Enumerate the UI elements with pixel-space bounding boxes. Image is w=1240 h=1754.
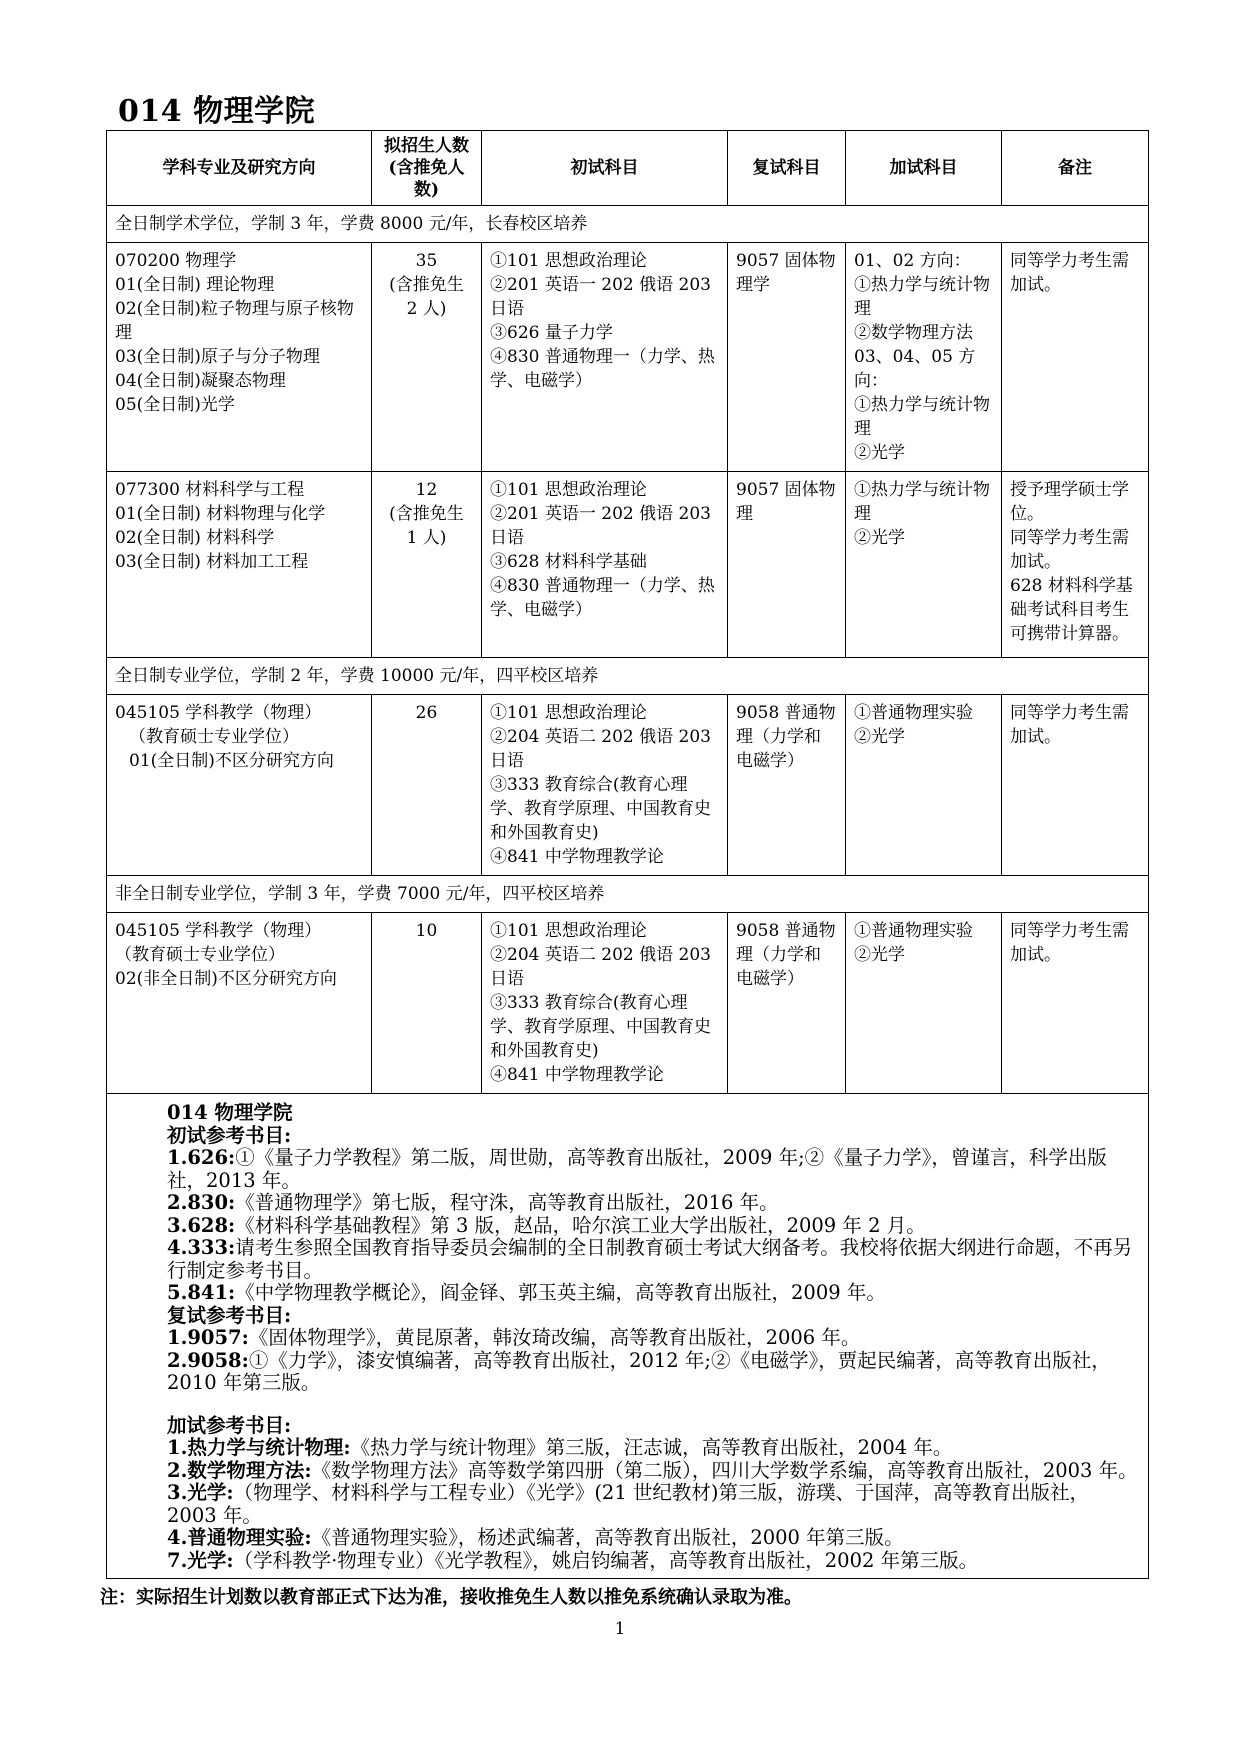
extra-cell <box>846 913 1002 1094</box>
exam-line: ①101 思想政治理论 <box>490 703 647 723</box>
major-line: 04(全日制)凝聚态物理 <box>115 371 286 391</box>
book-key: 1.9057: <box>167 1326 249 1349</box>
header-exams: 初试科目 <box>482 131 728 206</box>
major-line: 03(全日制)原子与分子物理 <box>115 347 320 367</box>
initial-book-item <box>119 1237 1138 1282</box>
major-line: 045105 学科教学（物理） <box>115 921 322 941</box>
exam-line: ④841 中学物理教学论 <box>490 847 664 867</box>
book-key: 1.热力学与统计物理: <box>167 1436 351 1459</box>
major-line: 02(全日制)粒子物理与原子核物理 <box>115 299 354 343</box>
quota-note: 2 人) <box>406 299 447 319</box>
extra-line: ①普通物理实验 <box>854 703 973 723</box>
quota-note: 1 人) <box>406 528 447 548</box>
book-text: 《材料科学基础教程》第 3 版，赵品，哈尔滨工业大学出版社，2009 年 2 月。 <box>235 1213 926 1237</box>
header-quota-line1: 拟招生人数 <box>384 136 469 156</box>
major-line: 02(非全日制)不区分研究方向 <box>115 969 337 989</box>
major-cell <box>107 472 372 658</box>
major-line: 05(全日制)光学 <box>115 395 235 415</box>
book-key: 4.333: <box>167 1236 236 1259</box>
quota-number: 10 <box>415 921 438 941</box>
book-text: 《中学物理教学概论》，阎金铎、郭玉英主编，高等教育出版社，2009 年。 <box>235 1281 886 1304</box>
notes-row <box>107 1094 1149 1579</box>
book-text: 《普通物理实验》，杨述武编著，高等教育出版社，2000 年第三版。 <box>311 1526 904 1549</box>
exam-line: ③626 量子力学 <box>490 323 613 343</box>
book-key: 7.光学: <box>167 1548 234 1572</box>
exams-cell <box>482 472 728 658</box>
admission-table <box>106 130 1149 1579</box>
remark-line: 同等学力考生需加试。 <box>1010 703 1129 747</box>
quota-cell <box>372 472 482 658</box>
extra-line: ②光学 <box>854 727 905 747</box>
quota-cell <box>372 913 482 1094</box>
retest-books-title: 复试参考书目: <box>167 1303 292 1327</box>
retest-cell: 9057 固体物理 <box>728 472 846 658</box>
book-text: ①《力学》，漆安慎编著，高等教育出版社，2012 年;②《电磁学》，贾起民编著，高等教育出版社，2010 年第三版。 <box>167 1348 1111 1394</box>
extra-line: ①热力学与统计物理 <box>854 480 990 524</box>
exam-line: ②204 英语二 202 俄语 203 日语 <box>490 945 711 989</box>
extra-line: ①普通物理实验 <box>854 921 973 941</box>
extra-cell <box>846 472 1002 658</box>
exam-line: ③333 教育综合(教育心理学、教育学原理、中国教育史和外国教育史) <box>490 775 711 843</box>
header-quota <box>372 131 482 206</box>
book-key: 3.628: <box>167 1213 236 1237</box>
remark-line: 同等学力考生需加试。 <box>1010 528 1129 572</box>
exam-line: ②201 英语一 202 俄语 203 日语 <box>490 504 711 548</box>
extra-books-title: 加试参考书目: <box>167 1413 292 1437</box>
extra-cell <box>846 695 1002 876</box>
major-cell <box>107 695 372 876</box>
remark-line: 628 材料科学基础考试科目考生可携带计算器。 <box>1010 576 1133 644</box>
retest-book-item <box>119 1350 1138 1395</box>
notes-heading: 014 物理学院 <box>167 1101 293 1124</box>
major-line: （教育硕士专业学位） <box>129 727 299 747</box>
major-line: 070200 物理学 <box>115 251 237 271</box>
exam-line: ②201 英语一 202 俄语 203 日语 <box>490 275 711 319</box>
major-cell <box>107 913 372 1094</box>
major-line: 01(全日制) 材料物理与化学 <box>115 504 326 524</box>
extra-line: 01、02 方向： <box>854 251 971 271</box>
section-title: 非全日制专业学位，学制 3 年，学费 7000 元/年，四平校区培养 <box>107 876 1149 913</box>
header-major: 学科专业及研究方向 <box>107 131 372 206</box>
quota-cell <box>372 695 482 876</box>
exam-line: ①101 思想政治理论 <box>490 480 647 500</box>
extra-book-item <box>119 1550 1138 1573</box>
major-line: 045105 学科教学（物理） <box>115 703 322 723</box>
section-title: 全日制专业学位，学制 2 年，学费 10000 元/年，四平校区培养 <box>107 658 1149 695</box>
extra-book-item <box>119 1527 1138 1550</box>
table-row <box>107 913 1149 1094</box>
exam-line: ①101 思想政治理论 <box>490 251 647 271</box>
major-line: 01(全日制) 理论物理 <box>115 275 275 295</box>
header-remark: 备注 <box>1002 131 1149 206</box>
header-retest: 复试科目 <box>728 131 846 206</box>
book-key: 3.光学: <box>167 1481 234 1504</box>
retest-book-item <box>119 1327 1138 1350</box>
book-key: 2.9058: <box>167 1348 249 1372</box>
book-text: 请考生参照全国教育指导委员会编制的全日制教育硕士考试大纲备考。我校将依据大纲进行命题，不再另行制定参考书目。 <box>167 1236 1133 1282</box>
quota-cell <box>372 243 482 472</box>
extra-line: 03、04、05 方向： <box>854 347 976 391</box>
section-title: 全日制学术学位，学制 3 年，学费 8000 元/年，长春校区培养 <box>107 206 1149 243</box>
quota-number: 35 <box>415 251 438 271</box>
retest-cell: 9058 普通物理（力学和电磁学） <box>728 913 846 1094</box>
quota-number: 26 <box>415 703 438 723</box>
major-line: 03(全日制) 材料加工工程 <box>115 552 309 572</box>
exams-cell <box>482 913 728 1094</box>
extra-line: ②光学 <box>854 443 905 463</box>
book-key: 2.830: <box>167 1191 236 1214</box>
retest-cell: 9057 固体物理学 <box>728 243 846 472</box>
exam-line: ③628 材料科学基础 <box>490 552 647 572</box>
quota-note: (含推免生 <box>389 275 464 295</box>
book-text: 《热力学与统计物理》第三版，汪志诚，高等教育出版社，2004 年。 <box>350 1436 953 1459</box>
book-text: 《固体物理学》，黄昆原著，韩汝琦改编，高等教育出版社，2006 年。 <box>248 1326 861 1349</box>
book-text: 《数学物理方法》高等数学第四册（第二版），四川大学数学系编，高等教育出版社，2003 年。 <box>311 1458 1138 1482</box>
remark-cell <box>1002 472 1149 658</box>
book-text: （物理学、材料科学与工程专业）《光学》(21 世纪教材)第三版，游璞、于国萍，高等教育出版社，2003 年。 <box>167 1481 1090 1527</box>
quota-number: 12 <box>415 480 438 500</box>
exam-line: ④830 普通物理一（力学、热学、电磁学） <box>490 576 715 620</box>
extra-book-item <box>119 1437 1138 1460</box>
major-line: （教育硕士专业学位） <box>115 945 285 965</box>
book-key: 4.普通物理实验: <box>167 1526 312 1549</box>
exams-cell <box>482 695 728 876</box>
extra-line: ②光学 <box>854 945 905 965</box>
book-text: （学科教学·物理专业）《光学教程》，姚启钧编著，高等教育出版社，2002 年第三版。 <box>233 1548 979 1572</box>
extra-line: ②光学 <box>854 528 905 548</box>
exam-line: ③333 教育综合(教育心理学、教育学原理、中国教育史和外国教育史) <box>490 993 711 1061</box>
book-text: 《普通物理学》第七版，程守洙，高等教育出版社，2016 年。 <box>235 1191 779 1214</box>
extra-book-item <box>119 1482 1138 1527</box>
section-row <box>107 876 1149 913</box>
major-line: 02(全日制) 材料科学 <box>115 528 275 548</box>
initial-book-item <box>119 1215 1138 1238</box>
initial-book-item <box>119 1282 1138 1305</box>
extra-line: ②数学物理方法 <box>854 323 973 343</box>
table-header-row <box>107 131 1149 206</box>
table-row <box>107 472 1149 658</box>
initial-books-title: 初试参考书目: <box>167 1123 292 1147</box>
exam-line: ④830 普通物理一（力学、热学、电磁学） <box>490 347 715 391</box>
footer-note: 注：实际招生计划数以教育部正式下达为准，接收推免生人数以推免系统确认录取为准。 <box>100 1587 802 1608</box>
table-row <box>107 243 1149 472</box>
exams-cell <box>482 243 728 472</box>
reference-books-cell <box>107 1094 1149 1579</box>
extra-line: ①热力学与统计物理 <box>854 395 990 439</box>
book-key: 5.841: <box>167 1281 236 1304</box>
header-extra: 加试科目 <box>846 131 1002 206</box>
header-quota-line2: (含推免人数) <box>388 158 465 200</box>
page-title: 014 物理学院 <box>118 94 316 129</box>
remark-line: 授予理学硕士学位。 <box>1010 480 1129 524</box>
table-row <box>107 695 1149 876</box>
major-line: 077300 材料科学与工程 <box>115 480 305 500</box>
page-number: 1 <box>614 1619 626 1639</box>
exam-line: ④841 中学物理教学论 <box>490 1065 664 1085</box>
initial-book-item <box>119 1147 1138 1192</box>
initial-book-item <box>119 1192 1138 1215</box>
exam-line: ②204 英语二 202 俄语 203 日语 <box>490 727 711 771</box>
remark-cell <box>1002 695 1149 876</box>
spacer <box>119 1395 1138 1415</box>
extra-book-item <box>119 1460 1138 1483</box>
major-cell <box>107 243 372 472</box>
extra-cell <box>846 243 1002 472</box>
remark-line: 同等学力考生需加试。 <box>1010 251 1129 295</box>
exam-line: ①101 思想政治理论 <box>490 921 647 941</box>
retest-cell: 9058 普通物理（力学和电磁学） <box>728 695 846 876</box>
extra-line: ①热力学与统计物理 <box>854 275 990 319</box>
remark-cell <box>1002 243 1149 472</box>
section-row <box>107 206 1149 243</box>
remark-cell <box>1002 913 1149 1094</box>
quota-note: (含推免生 <box>389 504 464 524</box>
section-row <box>107 658 1149 695</box>
book-key: 1.626: <box>167 1146 236 1169</box>
major-line: 01(全日制)不区分研究方向 <box>129 751 334 771</box>
remark-line: 同等学力考生需加试。 <box>1010 921 1129 965</box>
book-key: 2.数学物理方法: <box>167 1458 312 1482</box>
book-text: ①《量子力学教程》第二版，周世勋，高等教育出版社，2009 年;②《量子力学》，曾谨言，科学出版社，2013 年。 <box>167 1146 1107 1192</box>
